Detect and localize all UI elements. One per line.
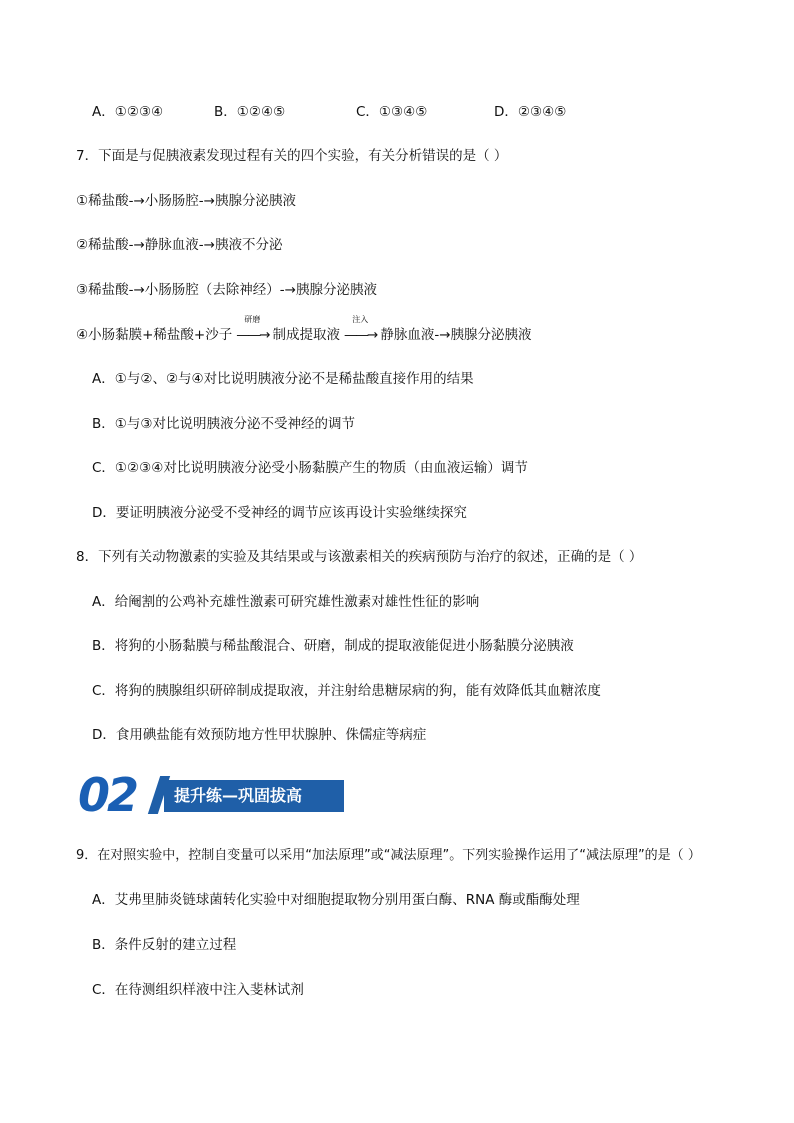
q7-exp4-arrow-1-label: 研磨 [244, 315, 261, 324]
section-title: 提升练—巩固拔高 [174, 786, 303, 805]
q8-option-d[interactable]: D．食用碘盐能有效预防地方性甲状腺肿、侏儒症等病症 [92, 727, 427, 743]
q7-option-c[interactable]: C．①②③④对比说明胰液分泌受小肠黏膜产生的物质（由血液运输）调节 [92, 460, 528, 476]
section-banner [78, 768, 344, 822]
q7-exp4-arrow-2 [342, 315, 378, 345]
arrow-right-icon: ——→ [344, 327, 377, 343]
q6-option-d[interactable]: D．②③④⑤ [494, 104, 567, 120]
q9-option-c[interactable]: C．在待测组织样液中注入斐林试剂 [92, 982, 304, 998]
q6-options [92, 102, 566, 122]
q7-exp4-arrow-2-label: 注入 [352, 315, 369, 324]
q9-option-a[interactable]: A．艾弗里肺炎链球菌转化实验中对细胞提取物分别用蛋白酶、RNA 酶或酯酶处理 [92, 892, 580, 908]
q7-experiment-3: ③稀盐酸-→小肠肠腔（去除神经）-→胰腺分泌胰液 [76, 282, 377, 298]
q7-exp4-part1: ④小肠黏膜+稀盐酸+沙子 [76, 327, 233, 343]
q7-option-b[interactable]: B．①与③对比说明胰液分泌不受神经的调节 [92, 416, 355, 432]
q7-option-a[interactable]: A．①与②、②与④对比说明胰液分泌不是稀盐酸直接作用的结果 [92, 371, 474, 387]
q7-exp4-arrow-1 [234, 315, 270, 345]
q8-stem: 8．下列有关动物激素的实验及其结果或与该激素相关的疾病预防与治疗的叙述，正确的是（ ） [76, 549, 643, 565]
q7-option-d[interactable]: D．要证明胰液分泌受不受神经的调节应该再设计实验继续探究 [92, 505, 467, 521]
q6-option-c[interactable]: C．①③④⑤ [356, 104, 428, 120]
q7-experiment-4 [76, 315, 532, 345]
q7-experiment-2: ②稀盐酸-→静脉血液-→胰液不分泌 [76, 237, 283, 253]
q8-option-a[interactable]: A．给阉割的公鸡补充雄性激素可研究雄性激素对雄性性征的影响 [92, 594, 480, 610]
q6-option-a[interactable]: A．①②③④ [92, 104, 164, 120]
q7-exp4-part2: 制成提取液 [272, 327, 341, 343]
arrow-right-icon: ——→ [236, 327, 269, 343]
q7-exp4-part3: 静脉血液-→胰腺分泌胰液 [380, 327, 532, 343]
q8-option-b[interactable]: B．将狗的小肠黏膜与稀盐酸混合、研磨，制成的提取液能促进小肠黏膜分泌胰液 [92, 638, 574, 654]
q7-experiment-1: ①稀盐酸-→小肠肠腔-→胰腺分泌胰液 [76, 193, 296, 209]
q9-stem: 9．在对照实验中，控制自变量可以采用“加法原理”或“减法原理”。下列实验操作运用了“减法原理”的是（ ） [76, 848, 701, 863]
section-number: 02 [78, 768, 137, 822]
q6-option-b[interactable]: B．①②④⑤ [214, 104, 286, 120]
q7-stem: 7．下面是与促胰液素发现过程有关的四个实验，有关分析错误的是（ ） [76, 148, 508, 164]
q9-option-b[interactable]: B．条件反射的建立过程 [92, 937, 237, 953]
q8-option-c[interactable]: C．将狗的胰腺组织研碎制成提取液，并注射给患糖尿病的狗，能有效降低其血糖浓度 [92, 683, 601, 699]
